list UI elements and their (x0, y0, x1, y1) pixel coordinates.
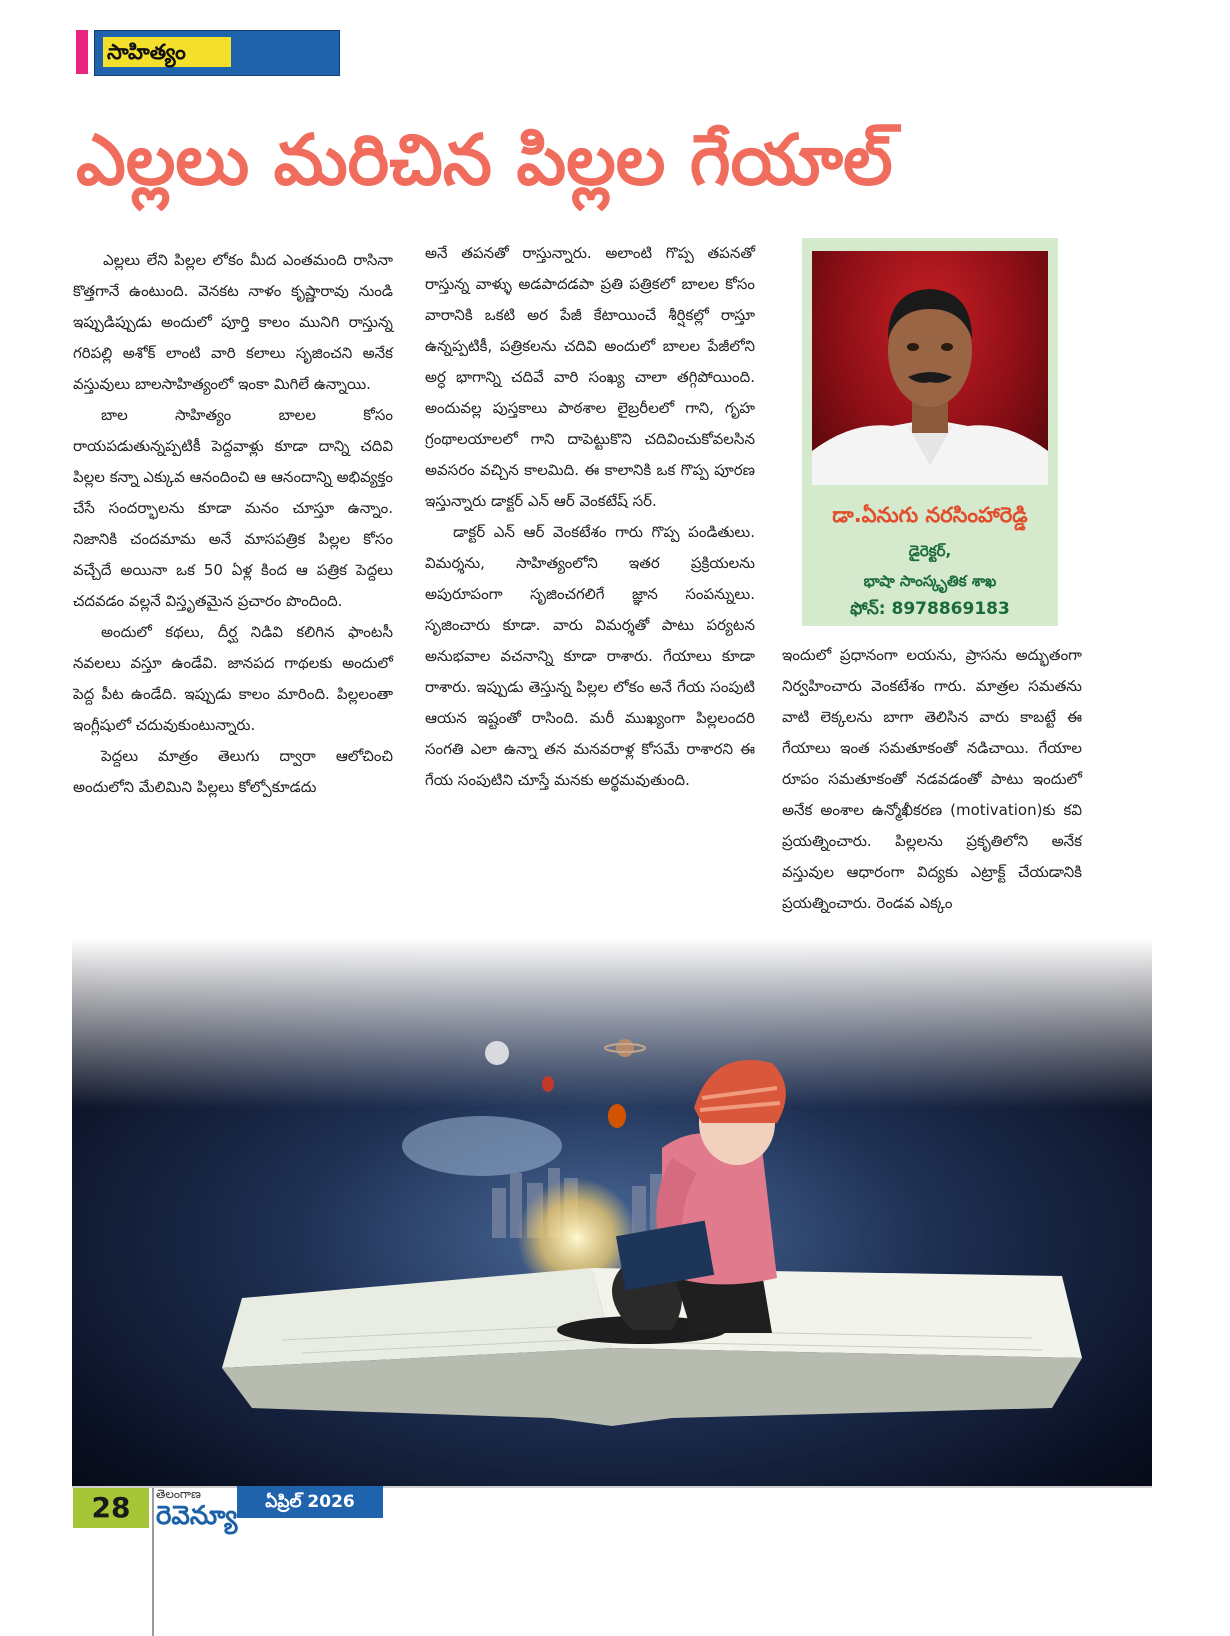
article-column-1 (73, 245, 393, 803)
author-name: డా.ఏనుగు నరసింహారెడ్డి (832, 503, 1028, 527)
magazine-subtitle: తెలంగాణ (156, 1487, 201, 1501)
article-headline: ఎల్లలు మరిచిన పిల్లల గేయాల్ (76, 119, 893, 201)
paragraph: ఎల్లలు లేని పిల్లల లోకం మీద ఎంతమంది రాసినా కొత్తగానే ఉంటుంది. వెనకట నాళం కృష్ణారావు నుండి ఇప్పుడిప్పుడు అందులో పూర్తి కాలం మునిగి రాస్తున్న గరిపల్లి అశోక్ లాంటి వారి కలాలు సృజించని అనేక వస్తువులు బాలసాహిత్యంలో ఇంకా మిగిలే ఉన్నాయి. (73, 251, 393, 393)
issue-date: ఏప్రిల్ 2026 (237, 1486, 383, 1518)
section-tag-accent (76, 30, 88, 74)
author-phone: ఫోన్: 8978869183 (850, 599, 1010, 619)
section-label: సాహిత్యం (103, 37, 231, 67)
paragraph: డాక్టర్ ఎన్ ఆర్ వెంకటేశం గారు గొప్ప పండితులు. విమర్శను, సాహిత్యంలోని ఇతర ప్రక్రియలను అపురూపంగా సృజించగలిగే జ్ఞాన సంపన్నులు. సృజించారు కూడా. వారు విమర్శతో పాటు పర్యటన అనుభవాల వచనాన్ని కూడా రాశారు. గేయాలు కూడా రాశారు. ఇప్పుడు తెస్తున్న పిల్లల లోకం అనే గేయ సంపుటి ఆయన ఇష్టంతో రాసింది. మరీ ముఖ్యంగా పిల్లలందరి సంగతి ఎలా ఉన్నా తన మనవరాళ్ల కోసమే రాశారని ఈ గేయ సంపుటిని చూస్తే మనకు అర్థమవుతుంది. (425, 523, 755, 789)
author-department: భాషా సాంస్కృతిక శాఖ (863, 572, 997, 590)
paragraph: అందులో కథలు, దీర్ఘ నిడివి కలిగిన ఫాంటసీ నవలలు వస్తూ ఉండేవి. జానపద గాథలకు అందులో పెద్ద పీట ఉండేది. ఇప్పుడు కాలం మారింది. పిల్లలంతా ఇంగ్లీషులో చదువుకుంటున్నారు. (73, 623, 393, 734)
author-portrait-illustration (812, 251, 1048, 485)
child-reading-illustration (72, 938, 1152, 1486)
page-number: 28 (73, 1488, 149, 1528)
section-tag-band (94, 30, 340, 76)
paragraph: అనే తపనతో రాస్తున్నారు. అలాంటి గొప్ప తపనతో రాస్తున్న వాళ్ళు అడపాదడపా ప్రతి పత్రికలో బాలల కోసం వారానికి ఒకటి అర పేజీ కేటాయించే శీర్షికల్లో రాస్తూ ఉన్నప్పటికీ, పత్రికలను చదివి అందులో బాలల పేజీలోని అర్ధ భాగాన్ని చదివే వారి సంఖ్య చాలా తగ్గిపోయింది. అందువల్ల పుస్తకాలు పాఠశాల లైబ్రరీలలో గాని, గృహ గ్రంథాలయాలలో గాని దాపెట్టుకొని చదివించుకోవలసిన అవసరం వచ్చిన కాలమిది. ఈ కాలానికి ఒక గొప్ప పూరణ ఇస్తున్నారు డాక్టర్ ఎన్ ఆర్ వెంకటేష్ సర్. (425, 244, 755, 510)
author-photo (812, 251, 1048, 485)
section-tag (76, 30, 338, 74)
article-column-2 (425, 238, 755, 796)
author-box (802, 238, 1058, 626)
footer-rule (72, 1486, 1152, 1488)
paragraph: పెద్దలు మాత్రం తెలుగు ద్వారా ఆలోచించి అందులోని మేలిమిని పిల్లలు కోల్పోకూడదు (73, 747, 393, 796)
magazine-name: రెవెన్యూ (156, 1501, 238, 1531)
footer-divider (152, 1488, 154, 1636)
paragraph: బాల సాహిత్యం బాలల కోసం రాయపడుతున్నప్పటికీ పెద్దవాళ్లు కూడా దాన్ని చదివి పిల్లల కన్నా ఎక్కువ ఆనందించి ఆ ఆనందాన్ని అభివ్యక్తం చేసే సందర్భాలను కూడా మనం చూస్తూ ఉన్నాం. నిజానికి చందమామ అనే మాసపత్రిక పిల్లల కోసం వచ్చేదే అయినా ఒక 50 ఏళ్ల కింద ఆ పత్రిక పెద్దలు చదవడం వల్లనే విస్తృతమైన ప్రచారం పొందింది. (73, 406, 393, 610)
author-role: డైరెక్టర్, (908, 542, 952, 560)
reading-scene-image (72, 938, 1152, 1486)
article-column-3 (782, 640, 1082, 919)
paragraph: ఇందులో ప్రధానంగా లయను, ప్రాసను అద్భుతంగా నిర్వహించారు వెంకటేశం గారు. మాత్రల సమతను వాటి లెక్కలను బాగా తెలిసిన వారు కాబట్టే ఈ గేయాలు ఇంత సమతూకంతో నడిచాయి. గేయాల రూపం సమతూకంతో నడవడంతో పాటు ఇందులో అనేక అంశాల ఉన్మోఖీకరణ (motivation)కు కవి ప్రయత్నించారు. పిల్లలను ప్రకృతిలోని అనేక వస్తువుల ఆధారంగా విద్యకు ఎట్రాక్ట్ చేయడానికి ప్రయత్నించారు. రెండవ ఎక్కం (782, 646, 1082, 912)
